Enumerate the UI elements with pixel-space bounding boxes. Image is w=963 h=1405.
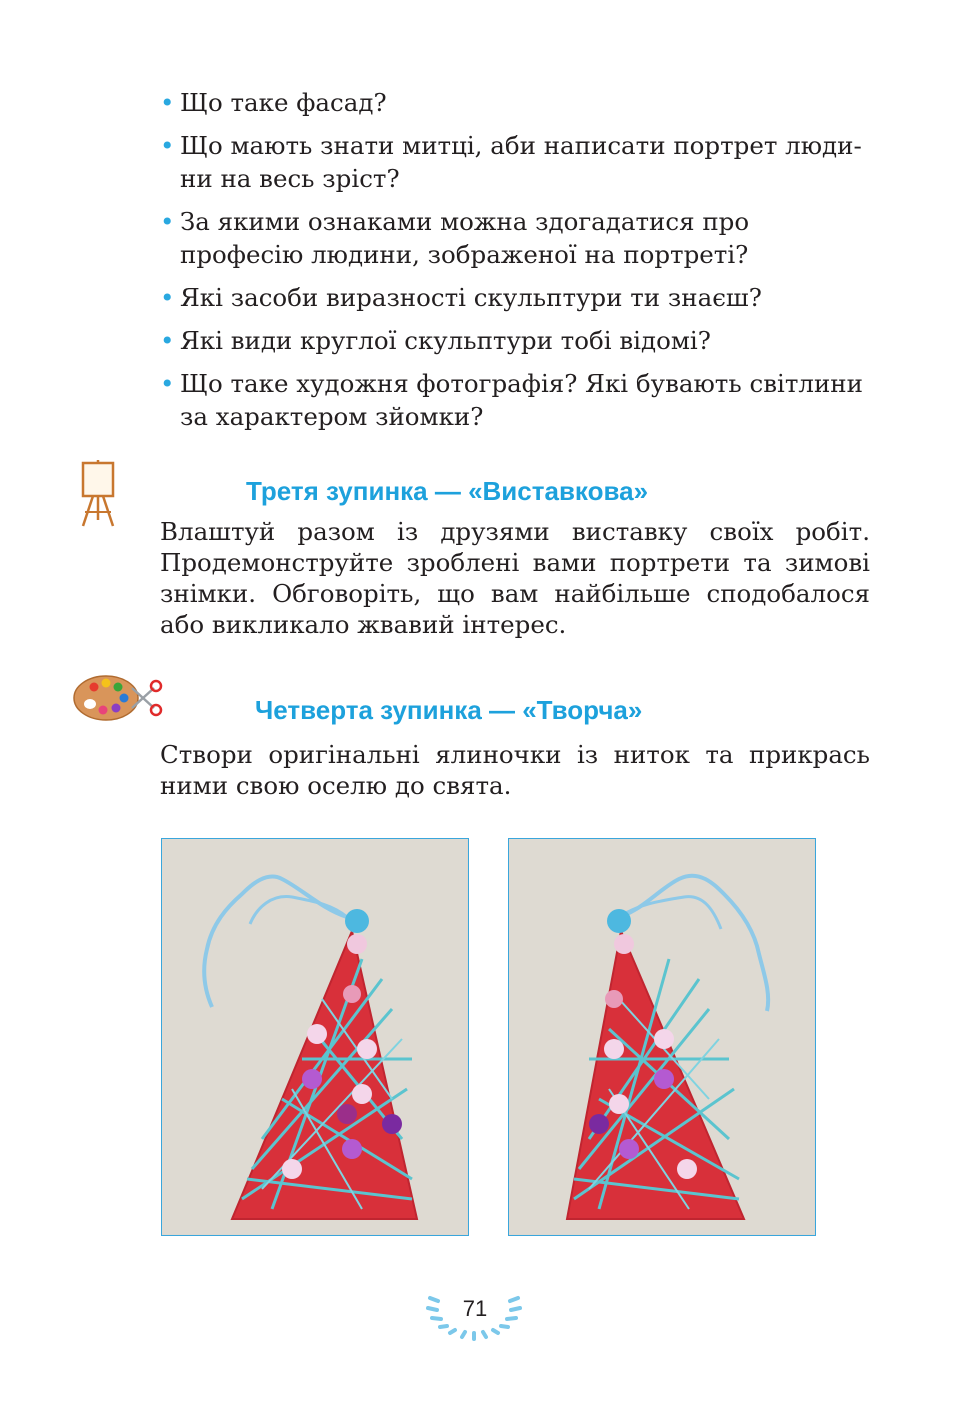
question-text: За якими ознаками можна здогадатися про професію людини, зображеної на портреті? [180,207,750,269]
bullet-icon: • [160,283,175,312]
bullet-icon: • [160,369,175,398]
question-text: Які види круглої скульптури тобі відомі? [180,326,711,355]
question-text: Що мають знати митці, аби написати портрет люди- ни на весь зріст? [180,131,862,193]
question-text: Що таке художня фотографія? Які бувають світлини за характером зйомки? [180,369,863,431]
question-item [160,205,872,271]
question-item [160,86,872,119]
question-item [160,324,872,357]
palette-scissors-icon [72,672,164,724]
bullet-icon: • [160,207,175,236]
question-list [160,86,872,443]
section-4-title: Четверта зупинка — «Творча» [255,695,643,725]
easel-icon [78,460,118,528]
section-3-text: Влаштуй разом із друзями виставку своїх робіт. Продемонструйте зроблені вами портрети та зимові знімки. Обговоріть, що вам найбільше сподобалося або викликало жвавий інтерес. [160,517,870,639]
section-4-text: Створи оригінальні ялиночки із ниток та прикрась ними свою оселю до свята. [160,740,870,800]
question-text: Які засоби виразності скульптури ти знаєш? [180,283,762,312]
section-3-title: Третя зупинка — «Виставкова» [246,476,649,506]
bullet-icon: • [160,326,175,355]
question-item [160,129,872,195]
question-item [160,367,872,433]
bullet-icon: • [160,88,175,117]
bullet-icon: • [160,131,175,160]
question-item [160,281,872,314]
yarn-christmas-tree-photo-right [508,838,816,1236]
page-number: 71 [462,1296,488,1321]
yarn-christmas-tree-photo-left [161,838,469,1236]
question-text: Що таке фасад? [180,88,387,117]
